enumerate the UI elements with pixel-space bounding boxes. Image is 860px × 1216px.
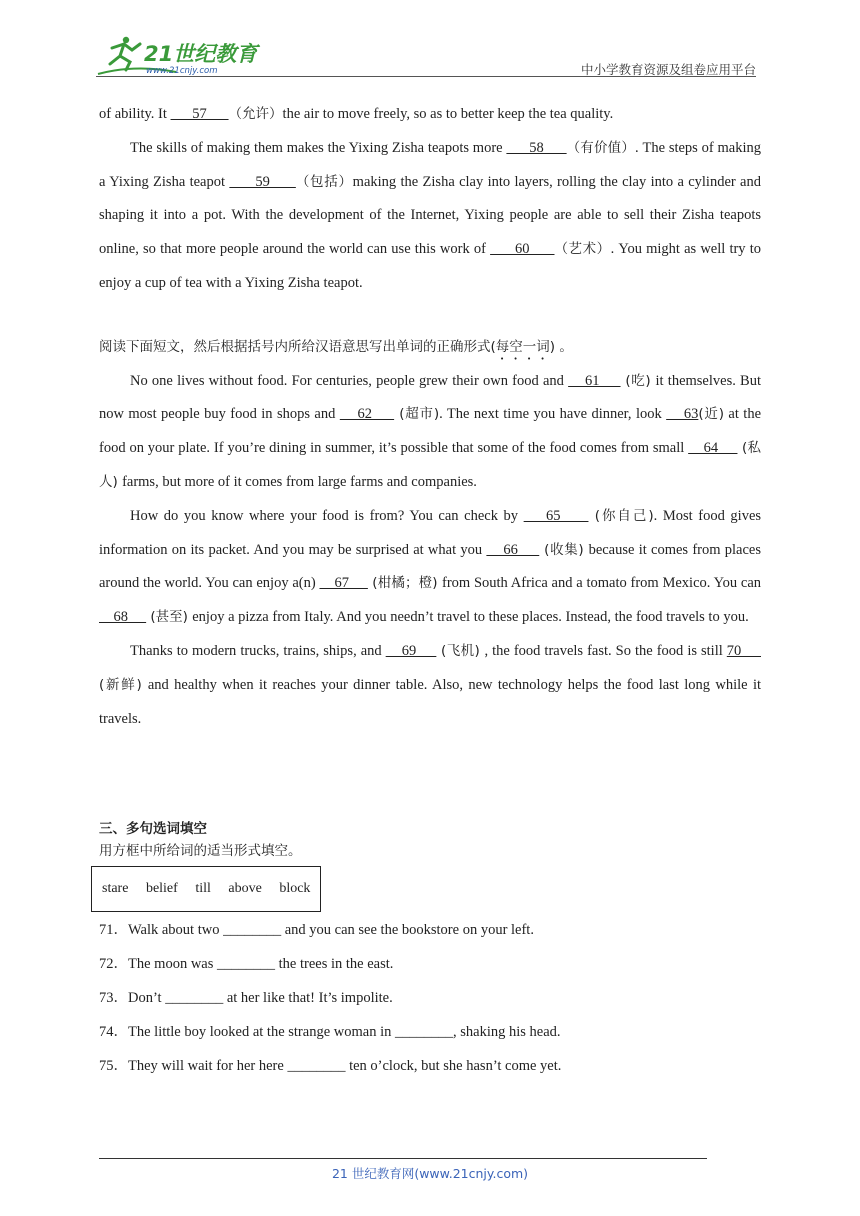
question-number: 71． <box>99 922 128 939</box>
question-number: 72． <box>99 956 128 973</box>
blank-63[interactable]: 63 <box>666 406 699 423</box>
text: . You might as well try to enjoy a cup of tea with a Yixing Zisha teapot. <box>99 241 761 291</box>
text: No one lives without food. For centuries, people grew their own food and <box>130 372 569 389</box>
logo-main-text: 21世纪教育 <box>144 42 258 66</box>
answer-blank[interactable]: ________ <box>217 956 275 973</box>
text: of ability. It <box>99 106 171 122</box>
text: . Most food gives information on its packet. And you may be surprised at what you <box>99 507 762 558</box>
blank-60[interactable]: 60 <box>490 241 555 258</box>
answer-blank[interactable]: ________ <box>287 1057 346 1074</box>
text: and healthy when it reaches your dinner table. Also, new technology helps the food last long while it travels. <box>99 676 762 727</box>
question-75 <box>99 1050 761 1084</box>
section-3-instruction: 用方框中所给词的适当形式填空。 <box>99 843 302 860</box>
hint-62: (超市) <box>394 406 440 423</box>
passage1-paragraph-2 <box>99 132 761 301</box>
footer-text: 21 世纪教育网(www.21cnjy.com) <box>331 1166 529 1181</box>
text: it themselves. But now most people buy food in shops and <box>99 372 762 423</box>
blank-65[interactable]: 65 <box>523 507 589 524</box>
text: The skills of making them makes the Yixing Zisha teapots more <box>130 139 507 156</box>
hint-57: （允许） <box>228 106 283 122</box>
section-3-title: 三、多句选词填空 <box>99 821 207 838</box>
question-number: 74． <box>99 1023 128 1040</box>
answer-blank[interactable]: ________ <box>223 922 282 939</box>
passage2-paragraph-2 <box>99 500 761 635</box>
passage2-paragraph-3 <box>99 635 761 736</box>
blank-59[interactable]: 59 <box>229 173 296 190</box>
question-number: 75． <box>99 1057 128 1074</box>
word-bank-item: above <box>228 881 262 897</box>
hint-60: （艺术） <box>554 241 611 258</box>
footer-divider <box>99 1158 707 1159</box>
word-bank-item: belief <box>145 881 178 897</box>
hint-63: (近) <box>698 406 724 423</box>
21cnjy-logo <box>96 34 266 78</box>
text: because it comes from places around the world. You can enjoy a(n) <box>99 541 762 592</box>
document-body <box>99 98 761 1083</box>
passage2-paragraph-1 <box>99 365 761 500</box>
word-bank-item: till <box>195 881 211 897</box>
question-number: 73． <box>99 989 128 1006</box>
hint-64: (私人) <box>99 440 762 490</box>
answer-blank[interactable]: ________ <box>394 1023 453 1040</box>
text: The little boy looked at the strange woman in <box>128 1023 395 1040</box>
text: enjoy a pizza from Italy. And you needn’t travel to these places. Instead, the food travels to you. <box>192 609 749 626</box>
text: , the food travels fast. So the food is still <box>484 642 727 659</box>
text: the air to move freely, so as to better keep the tea quality. <box>282 106 614 122</box>
text: . The steps of making a Yixing Zisha teapot <box>99 139 762 190</box>
hint-61: (吃) <box>620 372 656 389</box>
blank-69[interactable]: 69 <box>385 642 437 659</box>
hint-66: (收集) <box>539 541 589 558</box>
blank-70[interactable]: 70 <box>726 642 761 659</box>
text: . The next time you have dinner, look <box>439 406 667 423</box>
text: ten o’clock, but she hasn’t come yet. <box>345 1057 562 1074</box>
text: at her like that! It’s impolite. <box>223 989 393 1006</box>
dotted-text: 每空一词 <box>495 338 550 355</box>
blank-64[interactable]: 64 <box>688 440 738 457</box>
question-72 <box>99 948 761 982</box>
text: at the food on your plate. If you’re dining in summer, it’s possible that some of the food comes from small <box>99 406 762 457</box>
page-header <box>96 34 756 78</box>
text: Don’t <box>128 989 166 1006</box>
text: ) 。 <box>549 338 573 355</box>
hint-68: (甚至) <box>146 609 193 626</box>
header-divider <box>96 76 756 77</box>
platform-name: 中小学教育资源及组卷应用平台 <box>580 62 756 77</box>
text: making the Zisha clay into layers, rolling the clay into a cylinder and shaping it into a pot. With the development of the Internet, Yixing people are able to sell their Zisha teapots online, so that more people around the world can use this work of <box>99 173 761 258</box>
hint-67: (柑橘；橙) <box>367 575 442 592</box>
answer-blank[interactable]: ________ <box>165 989 224 1006</box>
question-74 <box>99 1016 761 1050</box>
blank-67[interactable]: 67 <box>319 575 368 592</box>
hint-65: (你自己) <box>588 507 654 524</box>
logo-url-text: www.21cnjy.com <box>146 66 218 76</box>
text: The moon was <box>128 956 217 973</box>
question-73 <box>99 982 761 1016</box>
word-bank-box <box>91 866 321 912</box>
blank-62[interactable]: 62 <box>339 406 395 423</box>
text: , shaking his head. <box>452 1023 561 1040</box>
word-bank-item: stare <box>102 881 129 897</box>
text: farms, but more of it comes from large farms and companies. <box>122 473 477 490</box>
text: They will wait for her here <box>128 1057 288 1074</box>
text: How do you know where your food is from? You can check by <box>130 507 524 524</box>
hint-59: （包括） <box>295 173 353 190</box>
blank-58[interactable]: 58 <box>506 139 567 156</box>
passage2-instruction <box>99 331 761 365</box>
hint-58: （有价值） <box>566 139 636 156</box>
hint-69: (飞机) <box>436 642 485 659</box>
blank-66[interactable]: 66 <box>486 541 540 558</box>
passage1-paragraph-1 <box>99 98 761 132</box>
word-bank-item: block <box>279 881 311 897</box>
hint-70: (新鲜) <box>99 676 148 693</box>
blank-57[interactable]: 57 <box>170 106 229 122</box>
text: Thanks to modern trucks, trains, ships, and <box>130 642 386 659</box>
text: and you can see the bookstore on your left. <box>281 922 534 939</box>
blank-68[interactable]: 68 <box>99 609 147 626</box>
text: 阅读下面短文，然后根据括号内所给汉语意思写出单词的正确形式( <box>99 338 496 355</box>
text: Walk about two <box>128 922 224 939</box>
question-71 <box>99 914 761 948</box>
text: the trees in the east. <box>275 956 394 973</box>
text: from South Africa and a tomato from Mexico. You can <box>442 575 762 592</box>
blank-61[interactable]: 61 <box>568 372 621 389</box>
